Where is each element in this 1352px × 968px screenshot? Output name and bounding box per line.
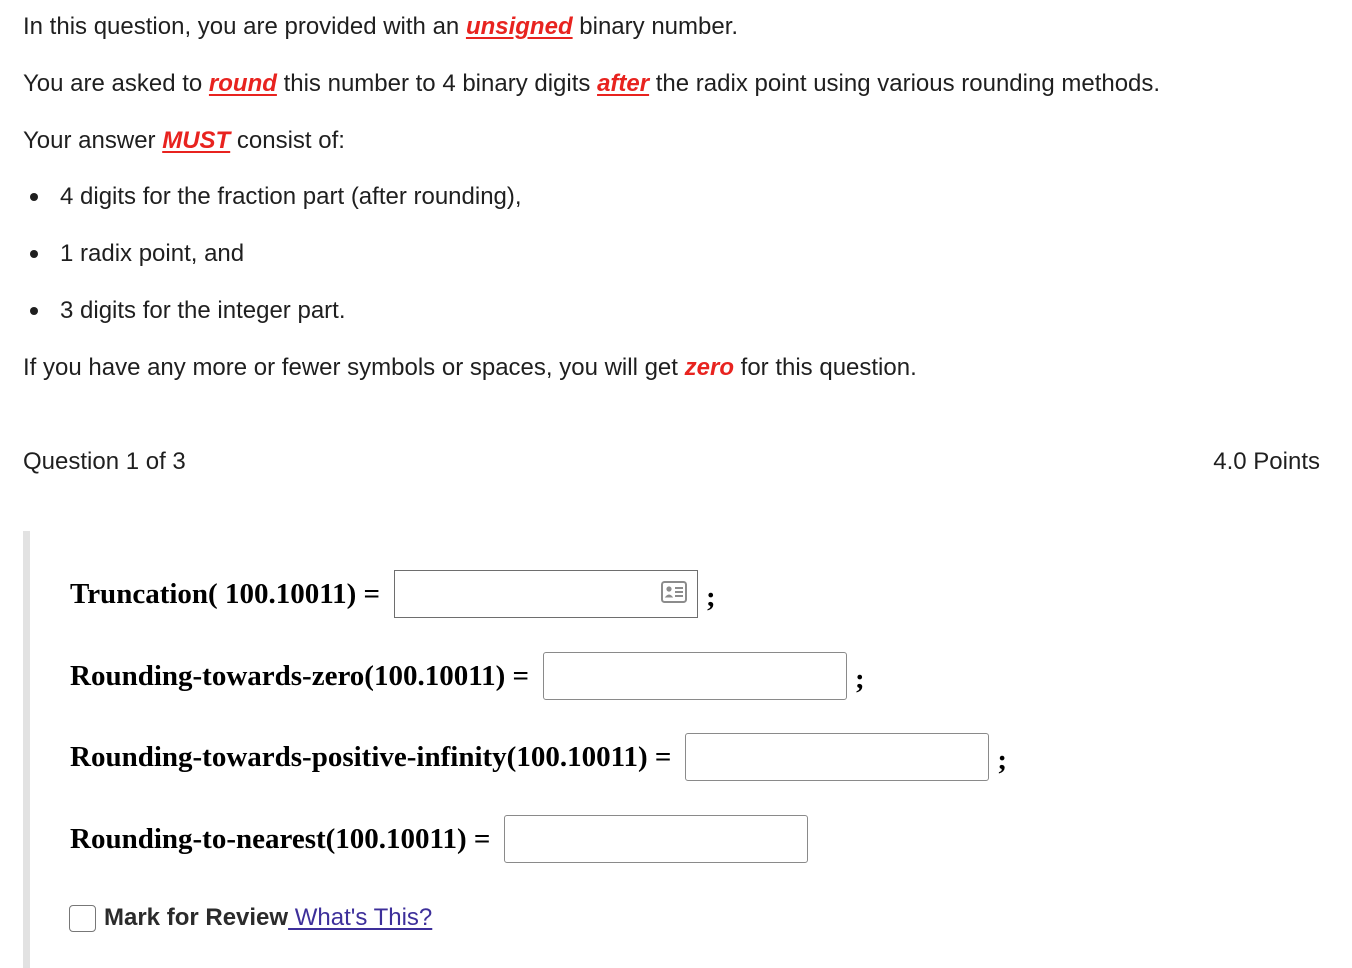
answer-input-toward-positive-infinity[interactable] [685, 733, 989, 781]
bullet-item: 4 digits for the fraction part (after rounding), [60, 183, 522, 210]
answer-input-toward-zero[interactable] [543, 652, 847, 700]
question-points: 4.0 Points [1213, 448, 1320, 475]
instruction-line-4 [23, 352, 917, 384]
expression-label: Rounding-towards-zero(100.10011) = [70, 659, 530, 692]
mark-for-review-label[interactable]: Mark for Review [104, 904, 289, 931]
emphasis-after: after [597, 70, 650, 97]
instruction-text: this number to 4 binary digits [276, 70, 598, 97]
expression-label: Truncation( 100.10011) = [70, 577, 381, 610]
bullet-dot [30, 193, 38, 201]
bullet-item: 3 digits for the integer part. [60, 297, 346, 324]
row-semicolon: ; [855, 662, 865, 695]
instruction-line-2 [23, 68, 1160, 100]
bullet-dot [30, 250, 38, 258]
answer-row-truncation [70, 570, 716, 618]
instruction-text: If you have any more or fewer symbols or spaces, you will get [23, 354, 685, 381]
instruction-text: consist of: [230, 127, 345, 154]
answer-row-to-nearest [70, 815, 808, 863]
question-body-bar [23, 531, 30, 968]
instruction-line-3 [23, 125, 345, 157]
contact-card-icon[interactable] [661, 581, 687, 603]
bullet-dot [30, 307, 38, 315]
emphasis-must: MUST [162, 127, 231, 154]
bullet-item: 1 radix point, and [60, 240, 245, 267]
row-semicolon: ; [997, 743, 1008, 776]
instruction-text: In this question, you are provided with an [23, 13, 466, 40]
instruction-line-1 [23, 11, 738, 43]
answer-input-truncation[interactable] [394, 570, 698, 618]
instruction-text: binary number. [572, 13, 739, 40]
expression-label: Rounding-to-nearest(100.10011) = [70, 822, 491, 855]
answer-row-toward-positive-infinity [70, 733, 1007, 781]
instruction-text: Your answer [23, 127, 163, 154]
mark-for-review-checkbox[interactable] [69, 905, 96, 932]
question-number: Question 1 of 3 [23, 448, 186, 475]
instruction-text: for this question. [733, 354, 917, 381]
instruction-text: You are asked to [23, 70, 209, 97]
emphasis-zero: zero [684, 354, 734, 381]
expression-label: Rounding-towards-positive-infinity(100.10011) = [70, 740, 672, 773]
emphasis-round: round [208, 70, 277, 97]
row-semicolon: ; [706, 580, 716, 613]
whats-this-link[interactable]: What's This? [288, 904, 433, 931]
emphasis-unsigned: unsigned [465, 13, 573, 40]
answer-input-to-nearest[interactable] [504, 815, 808, 863]
instruction-text: the radix point using various rounding methods. [649, 70, 1161, 97]
answer-row-toward-zero [70, 652, 865, 700]
mark-for-review [69, 904, 432, 932]
